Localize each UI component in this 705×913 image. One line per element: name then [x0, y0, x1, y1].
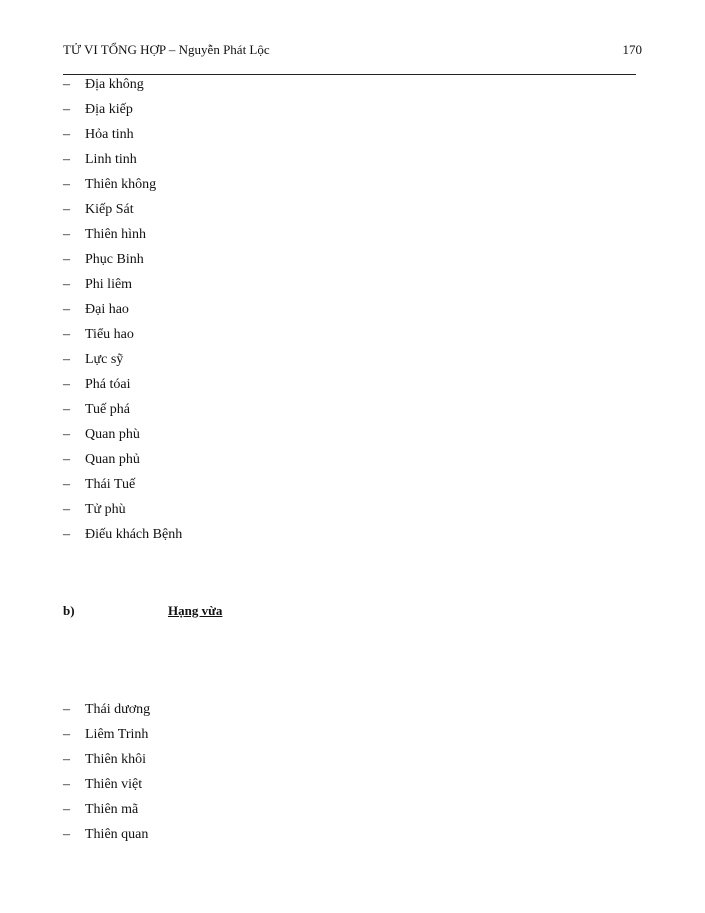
header-rule [63, 74, 636, 75]
list-item-text: Thiên khôi [85, 752, 147, 767]
list-dash: – [63, 177, 70, 192]
list-dash: – [63, 102, 70, 117]
list-dash: – [63, 277, 70, 292]
list-item-text: Phục Binh [85, 252, 144, 267]
list-item-text: Tiểu hao [85, 327, 134, 342]
list-dash: – [63, 777, 70, 792]
list-dash: – [63, 327, 70, 342]
list-item-text: Thiên hình [85, 227, 147, 242]
list-dash: – [63, 402, 70, 417]
header-title: TỬ VI TỔNG HỢP – Nguyễn Phát Lộc [63, 42, 270, 57]
list-item-text: Địa kiếp [85, 102, 133, 117]
list-item-text: Hỏa tinh [85, 127, 134, 142]
list-dash: – [63, 827, 70, 842]
list-item-text: Phá tóai [85, 377, 131, 392]
list-dash: – [63, 802, 70, 817]
list-item-text: Tuế phá [85, 402, 130, 417]
list-dash: – [63, 477, 70, 492]
list-dash: – [63, 127, 70, 142]
section-letter: b) [63, 603, 75, 618]
list-dash: – [63, 227, 70, 242]
list-dash: – [63, 502, 70, 517]
section-title: Hạng vừa [168, 603, 223, 618]
list-dash: – [63, 427, 70, 442]
list-item-text: Quan phủ [85, 452, 140, 467]
list-item-text: Liêm Trinh [85, 727, 149, 742]
list-item-text: Thiên mã [85, 802, 139, 817]
list-item-text: Điếu khách Bệnh [85, 527, 183, 542]
list-item-text: Đại hao [85, 302, 129, 317]
list-dash: – [63, 702, 70, 717]
list-item-text: Địa không [85, 77, 144, 92]
list-item-text: Thái dương [85, 702, 151, 717]
list-dash: – [63, 202, 70, 217]
list-item-text: Kiếp Sát [85, 202, 134, 217]
list-item-text: Thái Tuế [85, 477, 136, 492]
list-dash: – [63, 452, 70, 467]
list-dash: – [63, 252, 70, 267]
list-item-text: Linh tinh [85, 152, 137, 167]
list-item-text: Thiên quan [85, 827, 149, 842]
list-item-text: Thiên việt [85, 777, 143, 792]
list-dash: – [63, 527, 70, 542]
list-dash: – [63, 752, 70, 767]
list-item-text: Thiên không [85, 177, 157, 192]
list-dash: – [63, 302, 70, 317]
list-dash: – [63, 352, 70, 367]
page-number: 170 [622, 42, 642, 57]
list-dash: – [63, 727, 70, 742]
list-dash: – [63, 77, 70, 92]
list-dash: – [63, 152, 70, 167]
list-item-text: Phi liêm [85, 277, 133, 292]
list-dash: – [63, 377, 70, 392]
list-item-text: Tử phù [85, 502, 126, 517]
list-item-text: Quan phù [85, 427, 140, 442]
list-item-text: Lực sỹ [85, 352, 124, 367]
